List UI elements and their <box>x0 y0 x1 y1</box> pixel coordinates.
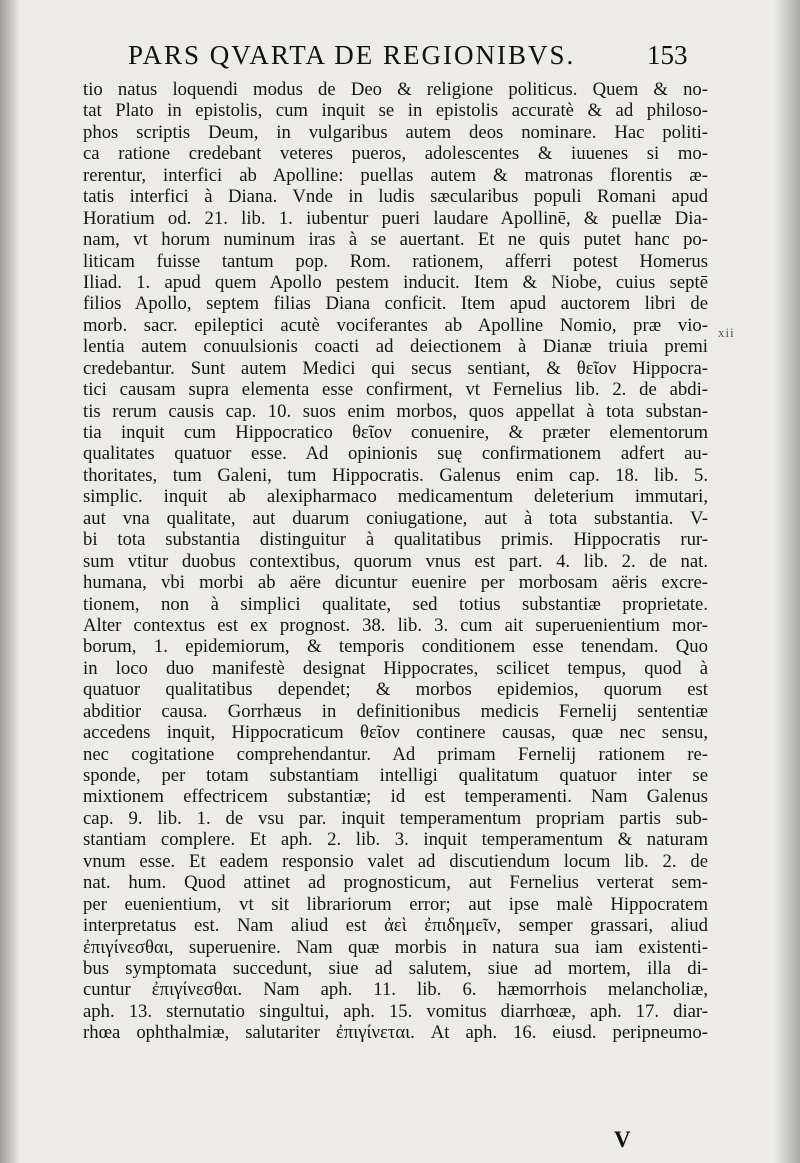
text-line: sum vtitur duobus contextibus, quorum vnus est part. 4. lib. 2. de nat. <box>83 550 708 572</box>
text-line: tici causam supra elementa esse confirment, vt Fernelius lib. 2. de abdi- <box>83 379 708 401</box>
text-line: nec cogitatione comprehendantur. Ad primam Fernelij rationem re- <box>83 743 708 765</box>
text-line: simplic. inquit ab alexipharmaco medicamentum deleterium immutari, <box>83 486 708 508</box>
page-edge-shadow <box>774 0 800 1163</box>
text-line: accedens inquit, Hippocraticum θεῖον continere causas, quæ nec sensu, <box>83 722 708 744</box>
text-line: aph. 13. sternutatio singultui, aph. 15. vomitus diarrhœæ, aph. 17. diar- <box>83 1000 708 1022</box>
text-line: tat Plato in epistolis, cum inquit se in epistolis accuratè & ad philoso- <box>83 100 708 122</box>
text-line: interpretatus est. Nam aliud est ἀεὶ ἐπιδημεῖν, semper grassari, aliud <box>83 915 708 937</box>
page-number: 153 <box>647 40 688 70</box>
text-line: tio natus loquendi modus de Deo & religione politicus. Quem & no- <box>83 79 708 100</box>
text-line: tis rerum causis cap. 10. suos enim morbos, quos appellat à tota substan- <box>83 400 708 422</box>
text-line: thoritates, tum Galeni, tum Hippocratis. Galenus enim cap. 18. lib. 5. <box>83 464 708 486</box>
text-line: bus symptomata succedunt, siue ad salutem, siue ad mortem, illa di- <box>83 957 708 979</box>
text-line: lentia autem conuulsionis coacti ad deiectionem à Dianæ triuia premi <box>83 336 708 358</box>
text-line: morb. sacr. epileptici acutè vociferantes ab Apolline Nomio, præ vio- <box>83 314 708 336</box>
text-line: tatis interfici à Diana. Vnde in ludis sæcularibus populi Romani apud <box>83 186 708 208</box>
text-line: rhœa ophthalmiæ, salutariter ἐπιγίνεται. At aph. 16. eiusd. peripneumo- <box>83 1022 708 1044</box>
text-line: sponde, per totam substantiam intelligi qualitatum quatuor inter se <box>83 765 708 786</box>
running-title: PARS QVARTA DE REGIONIBVS. <box>128 40 576 70</box>
page-gutter-shadow <box>0 0 20 1163</box>
signature-mark: V <box>614 1127 631 1152</box>
text-line: filios Apollo, septem filias Diana conficit. Item apud auctorem libri de <box>83 293 708 315</box>
text-line: cap. 9. lib. 1. de vsu par. inquit temperamentum propriam partis sub- <box>83 807 708 829</box>
text-line: nam, vt horum numinum iras à se auertant. Et ne quis putet hanc po- <box>83 229 708 251</box>
margin-note: xii <box>718 325 735 340</box>
text-line: cuntur ἐπιγίνεσθαι. Nam aph. 11. lib. 6. hæmorrhois melancholiæ, <box>83 979 708 1001</box>
text-line: ἐπιγίνεσθαι, superuenire. Nam quæ morbis in natura sua iam existenti- <box>83 936 708 958</box>
text-line: Alter contextus est ex prognost. 38. lib. 3. cum ait superuenientium mor- <box>83 614 708 636</box>
text-line: tionem, non à simplici qualitate, sed totius substantiæ proprietate. <box>83 593 708 615</box>
text-line: liticam fuisse tantum pop. Rom. rationem, afferri potest Homerus <box>83 250 708 272</box>
text-line: Iliad. 1. apud quem Apollo pestem inducit. Item & Niobe, cuius septē <box>83 271 708 293</box>
body-text <box>83 79 708 1044</box>
text-line: per euenientium, vt sit librariorum error; aut ipse malè Hippocratem <box>83 893 708 915</box>
text-line: Horatium od. 21. lib. 1. iubentur pueri laudare Apollinē, & puellæ Dia- <box>83 207 708 229</box>
text-line: quatuor qualitatibus dependet; & morbos epidemios, quorum est <box>83 679 708 701</box>
text-line: in loco duo manifestè designat Hippocrates, scilicet tempus, quod à <box>83 657 708 679</box>
text-line: abditior causa. Gorrhæus in definitionibus medicis Fernelij sententiæ <box>83 700 708 722</box>
text-line: humana, vbi morbi ab aëre dicuntur euenire per morbosam aëris excre- <box>83 572 708 594</box>
text-line: rerentur, interfici ab Apolline: puellas autem & matronas florentis æ- <box>83 164 708 186</box>
text-line: vnum esse. Et eadem responsio valet ad discutiendum locum lib. 2. de <box>83 850 708 872</box>
text-line: mixtionem effectricem substantiæ; id est temperamenti. Nam Galenus <box>83 786 708 808</box>
text-line: tia inquit cum Hippocratico θεῖον conuenire, & præter elementorum <box>83 422 708 443</box>
text-line: stantiam complere. Et aph. 2. lib. 3. inquit temperamentum & naturam <box>83 829 708 851</box>
text-line: borum, 1. epidemiorum, & temporis conditionem esse tenendam. Quo <box>83 636 708 658</box>
text-line: nat. hum. Quod attinet ad prognosticum, aut Fernelius verterat sem- <box>83 872 708 894</box>
text-line: phos scriptis Deum, in vulgaribus autem deos nominare. Hac politi- <box>83 121 708 143</box>
text-line: ca ratione credebant veteres pueros, adolescentes & iuuenes si mo- <box>83 143 708 165</box>
text-line: credebantur. Sunt autem Medici qui secus sentiant, & θεῖον Hippocra- <box>83 357 708 379</box>
text-line: qualitates quatuor esse. Ad opinionis suę confirmationem adfert au- <box>83 443 708 465</box>
text-line: aut vna qualitate, aut duarum coniugatione, aut à tota substantia. V- <box>83 507 708 529</box>
text-line: bi tota substantia distinguitur à qualitatibus primis. Hippocratis rur- <box>83 529 708 551</box>
